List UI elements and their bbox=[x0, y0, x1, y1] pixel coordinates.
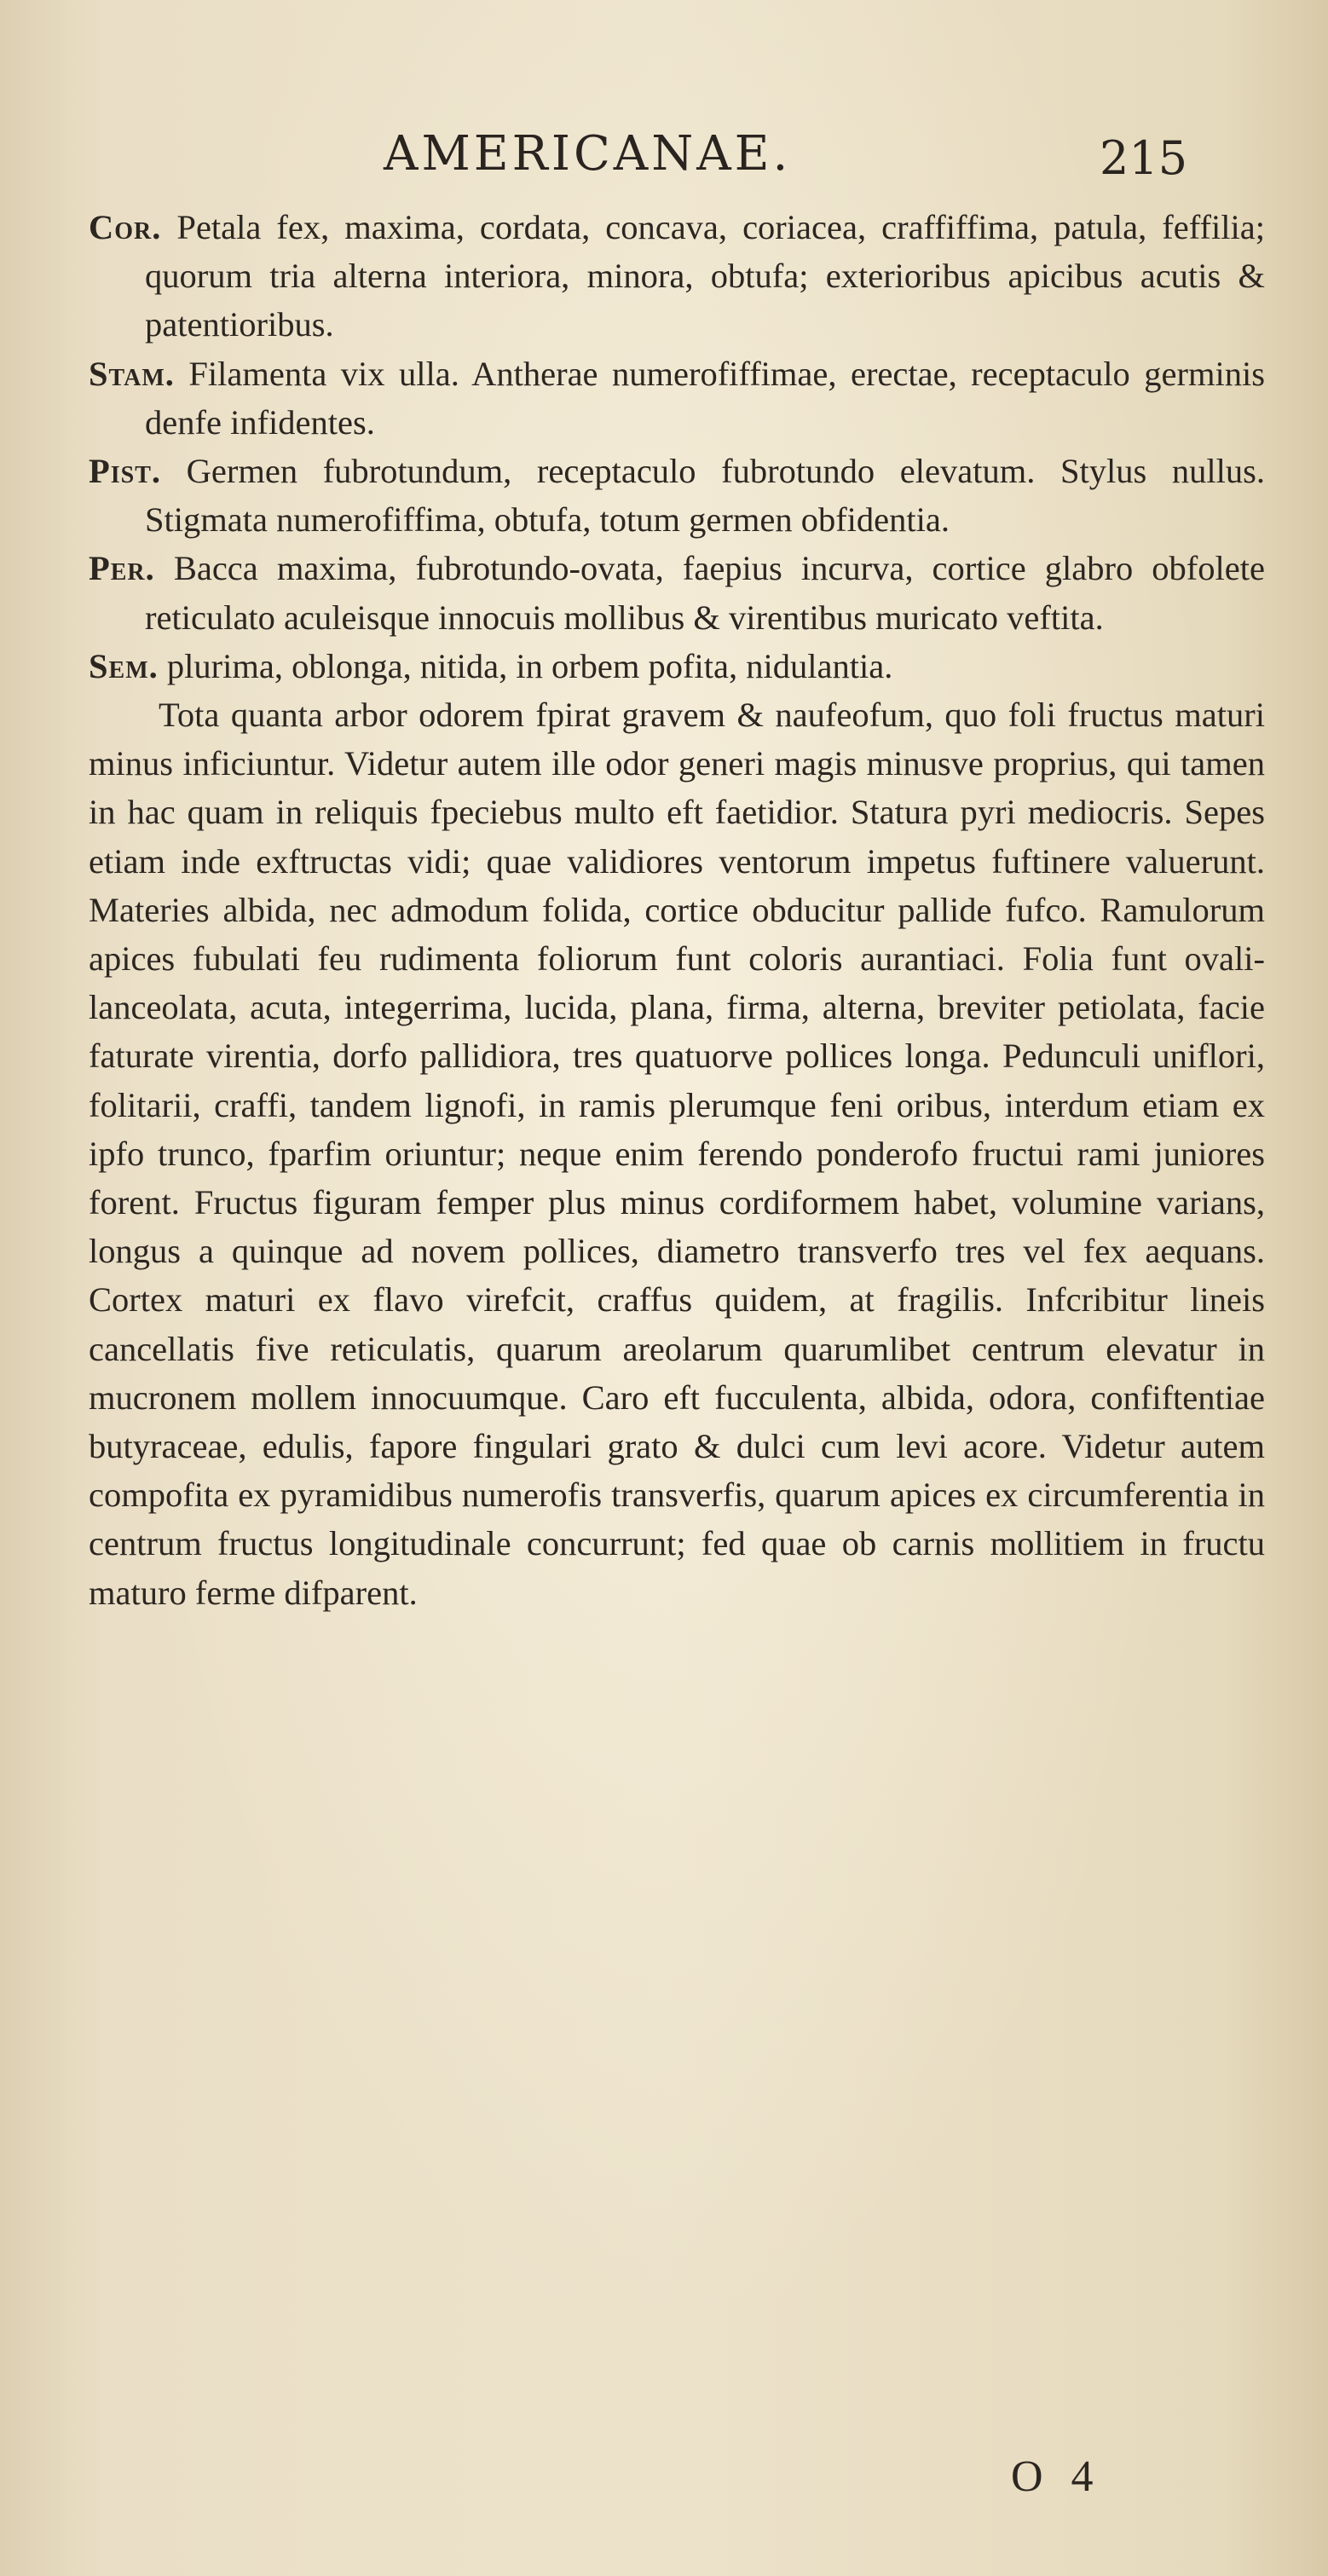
entry-label: Sem. bbox=[89, 646, 159, 685]
description-cor bbox=[89, 203, 1265, 349]
entry-text: Petala fex, maxima, cordata, concava, coriacea, craffiffima, patula, feffilia; quorum tria alterna interiora, minora, obtufa; exterioribus apicibus acutis & patentioribus. bbox=[145, 208, 1265, 344]
entry-label: Cor. bbox=[89, 208, 162, 246]
running-title: AMERICANAE. bbox=[384, 126, 792, 182]
page-number: 215 bbox=[1100, 131, 1188, 185]
entry-text: plurima, oblonga, nitida, in orbem pofita, nidulantia. bbox=[166, 646, 893, 685]
description-stam bbox=[89, 349, 1265, 447]
entry-label: Per. bbox=[89, 549, 155, 588]
entry-label: Pist. bbox=[89, 452, 162, 491]
entry-label: Stam. bbox=[89, 354, 175, 393]
description-sem bbox=[89, 642, 1265, 690]
signature-mark: O 4 bbox=[1011, 2452, 1102, 2501]
body-text bbox=[89, 203, 1265, 1617]
entry-text: Germen fubrotundum, receptaculo fubrotundo elevatum. Stylus nullus. Stigmata numerofiffima, obtufa, totum germen obfidentia. bbox=[145, 452, 1265, 540]
description-pist bbox=[89, 447, 1265, 544]
page-header bbox=[0, 126, 1328, 194]
entry-text: Filamenta vix ulla. Antherae numerofiffimae, erectae, receptaculo germinis denfe infidentes. bbox=[145, 354, 1265, 442]
description-per bbox=[89, 544, 1265, 641]
entry-text: Bacca maxima, fubrotundo-ovata, faepius incurva, cortice glabro obfolete reticulato aculeisque innocuis mollibus & virentibus muricato veftita. bbox=[145, 549, 1265, 637]
main-paragraph: Tota quanta arbor odorem fpirat gravem & naufeofum, quo foli fructus maturi minus inficiuntur. Videtur autem ille odor generi magis minusve proprius, qui tamen in hac quam in reliquis fpeciebus multo eft faetidior. Statura pyri mediocris. Sepes etiam inde exftructas vidi; quae validiores ventorum impetus fuftinere valuerunt. Materies albida, nec admodum folida, cortice obducitur pallide fufco. Ramulorum apices fubulati feu rudimenta foliorum funt coloris aurantiaci. Folia funt ovali-lanceolata, acuta, integerrima, lucida, plana, firma, alterna, breviter petiolata, facie faturate virentia, dorfo pallidiora, tres quatuorve pollices longa. Pedunculi uniflori, folitarii, craffi, tandem lignofi, in ramis plerumque feni oribus, interdum etiam ex ipfo trunco, fparfim oriuntur; neque enim ferendo ponderofo fructui rami juniores forent. Fructus figuram femper plus minus cordiformem habet, volumine varians, longus a quinque ad novem pollices, diametro transverfo tres vel fex aequans. Cortex maturi ex flavo virefcit, craffus quidem, at fragilis. Infcribitur lineis cancellatis five reticulatis, quarum areolarum quarumlibet centrum elevatur in mucronem mollem innocuumque. Caro eft fucculenta, albida, odora, confiftentiae butyraceae, edulis, fapore fingulari grato & dulci cum levi acore. Videtur autem compofita ex pyramidibus numerofis transverfis, quarum apices ex circumferentia in centrum fructus longitudinale concurrunt; fed quae ob carnis mollitiem in fructu maturo ferme difparent. bbox=[89, 696, 1265, 1612]
